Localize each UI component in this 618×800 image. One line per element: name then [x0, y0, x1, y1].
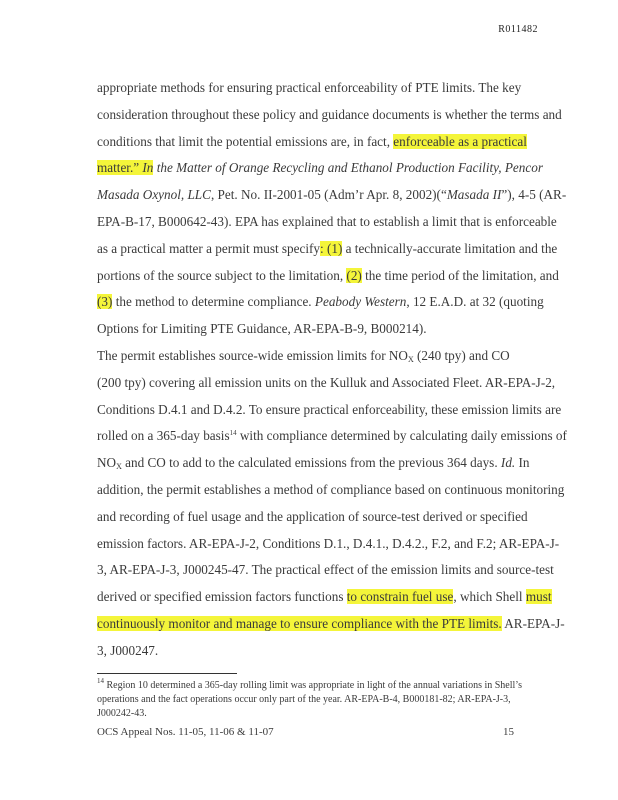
body-line — [97, 455, 530, 471]
bates-number: R011482 — [498, 24, 538, 35]
body-line — [97, 107, 562, 123]
text-segment: In — [515, 455, 530, 471]
body-line — [97, 321, 427, 337]
body-line — [97, 616, 565, 632]
highlighted-text: : (1) — [320, 240, 343, 256]
body-line — [97, 589, 552, 605]
text-segment: Conditions D.4.1 and D.4.2. To ensure practical enforceability, these emission limits are — [97, 401, 562, 417]
text-segment: the time period of the limitation, and — [361, 267, 559, 283]
text-segment: Options for Limiting PTE Guidance, AR-EPA-B-9, B000214). — [97, 321, 427, 337]
footnote-line — [97, 677, 522, 692]
text-segment: ”), 4-5 (AR- — [501, 187, 567, 203]
text-segment: AR-EPA-J- — [501, 616, 565, 631]
italic-citation: Masada II — [446, 187, 502, 203]
italic-citation: Peabody Western — [314, 294, 407, 310]
text-segment: portions of the source subject to the limitation, — [97, 267, 347, 283]
text-segment: and CO to add to the calculated emissions from the previous 364 days. — [121, 455, 501, 471]
text-segment: J000242-43. — [97, 708, 147, 719]
text-segment: (240 tpy) and CO — [413, 348, 510, 363]
text-segment: a technically-accurate limitation and the — [342, 240, 558, 256]
text-segment: emission factors. AR-EPA-J-2, Conditions D.1., D.4.1., D.4.2., F.2, and F.2; AR-EPA-J- — [97, 535, 560, 551]
text-segment: addition, the permit establishes a method of compliance based on continuous monitoring — [97, 482, 565, 497]
body-line — [97, 241, 557, 257]
highlighted-text: must — [525, 589, 552, 605]
footer-case-number: OCS Appeal Nos. 11-05, 11-06 & 11-07 — [97, 726, 274, 738]
text-segment: , Pet. No. II-2001-05 (Adm’r Apr. 8, 2002)(“ — [210, 187, 447, 203]
body-line — [97, 187, 566, 203]
text-segment: as a practical matter a permit must specify — [97, 240, 320, 256]
text-segment: The permit establishes source-wide emission limits for NO — [97, 348, 408, 363]
italic-citation: Masada Oxynol, LLC — [97, 187, 211, 203]
body-line — [97, 482, 564, 498]
footnote-line — [97, 694, 511, 706]
text-segment: and recording of fuel usage and the application of source-test derived or specified — [97, 508, 528, 524]
text-segment: consideration throughout these policy and guidance documents is whether the terms and — [97, 106, 562, 122]
body-line — [97, 402, 561, 418]
highlighted-text: enforceable as a practical — [393, 133, 527, 149]
body-line — [97, 643, 158, 659]
footnote-line — [97, 708, 147, 720]
text-segment: X — [116, 462, 122, 472]
text-segment: 14 — [97, 677, 104, 685]
highlighted-text: to constrain fuel use — [346, 589, 454, 605]
page-number: 15 — [503, 726, 514, 738]
text-segment: 3, J000247. — [97, 642, 159, 658]
body-line — [97, 214, 557, 230]
text-segment: (200 tpy) covering all emission units on the Kulluk and Associated Fleet. AR-EPA-J-2, — [97, 374, 556, 390]
text-segment: rolled on a 365-day basis — [97, 428, 230, 444]
body-line — [97, 134, 527, 150]
text-segment: NO — [97, 455, 117, 471]
body-line — [97, 80, 521, 96]
body-line — [97, 348, 510, 364]
highlighted-text: (2) — [346, 267, 362, 283]
body-line — [97, 268, 559, 284]
body-line — [97, 428, 567, 444]
text-segment: the method to determine compliance. — [112, 294, 315, 310]
italic-citation: Id. — [500, 455, 516, 471]
footnote-divider — [97, 673, 237, 674]
body-line — [97, 294, 544, 310]
body-line — [97, 536, 559, 552]
text-segment: Region 10 determined a 365-day rolling limit was appropriate in light of the annual variations in Shell’s — [104, 680, 522, 691]
body-line — [97, 562, 554, 578]
highlighted-text: matter.” — [97, 160, 143, 176]
highlighted-text: continuously monitor and manage to ensure compliance with the PTE limits. — [97, 616, 502, 631]
highlighted-text: (3) — [97, 294, 113, 310]
highlighted-text: In — [142, 160, 154, 176]
text-segment: EPA-B-17, B000642-43). EPA has explained that to establish a limit that is enforceable — [97, 214, 557, 229]
text-segment: 3, AR-EPA-J-3, J000245-47. The practical effect of the emission limits and source-test — [97, 562, 554, 578]
italic-citation: the Matter of Orange Recycling and Ethanol Production Facility, Pencor — [153, 160, 543, 176]
text-segment: X — [407, 355, 414, 364]
body-line — [97, 160, 543, 176]
text-segment: , which Shell — [453, 589, 526, 605]
body-line — [97, 375, 555, 391]
text-segment: , 12 E.A.D. at 32 (quoting — [406, 294, 544, 310]
text-segment: operations and the fact operations occur only part of the year. AR-EPA-B-4, B000181-82; AR-EPA-J-3, — [97, 694, 511, 705]
text-segment: with compliance determined by calculating daily emissions of — [236, 428, 567, 444]
text-segment: 14 — [229, 429, 237, 438]
body-line — [97, 509, 528, 525]
text-segment: conditions that limit the potential emissions are, in fact, — [97, 133, 394, 149]
text-segment: appropriate methods for ensuring practical enforceability of PTE limits. The key — [97, 80, 522, 95]
text-segment: derived or specified emission factors functions — [97, 589, 347, 605]
